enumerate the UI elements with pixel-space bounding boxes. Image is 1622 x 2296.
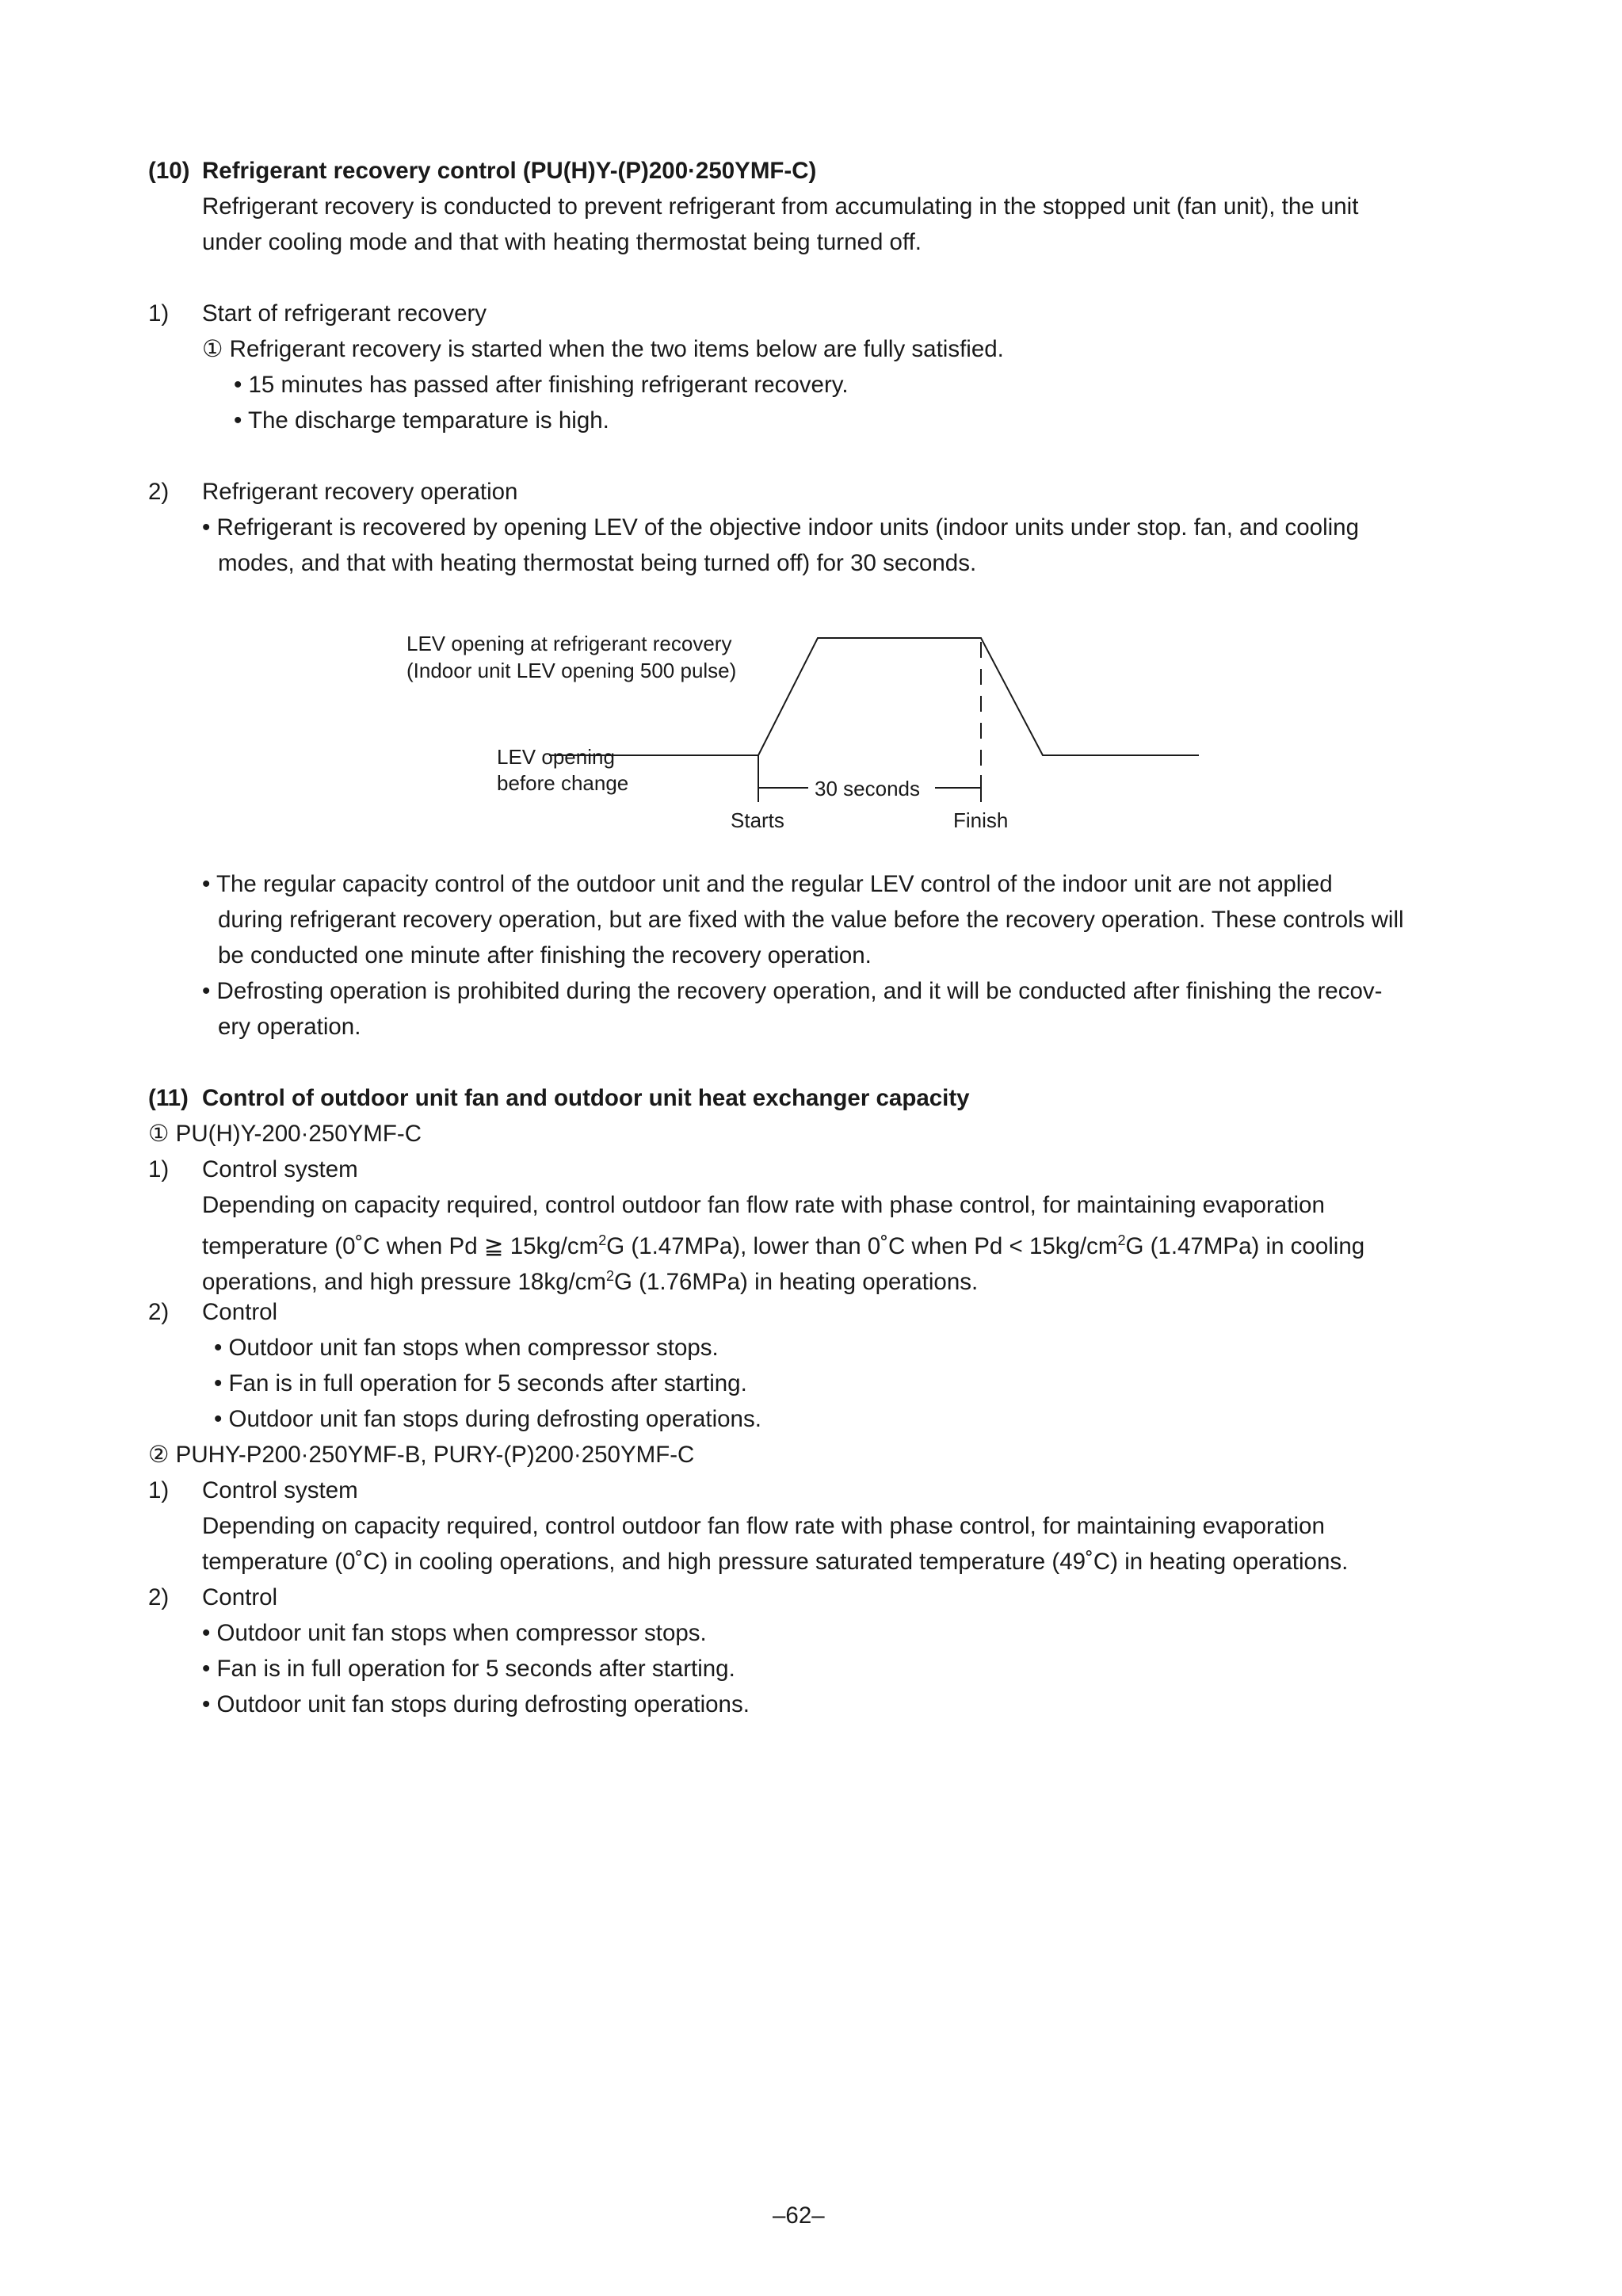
step-1-title: Start of refrigerant recovery bbox=[202, 300, 487, 327]
model-1-text-line-1: Depending on capacity required, control outdoor fan flow rate with phase control, for maintaining evaporation bbox=[202, 1192, 1325, 1218]
model-1-control-system-number: 1) bbox=[148, 1156, 170, 1182]
section-10-number: (10) bbox=[148, 158, 190, 184]
model-1-control-title: Control bbox=[202, 1299, 278, 1325]
diagram-duration-label: 30 seconds bbox=[815, 777, 920, 800]
section-11-title: Control of outdoor unit fan and outdoor unit heat exchanger capacity bbox=[202, 1085, 970, 1111]
step-1-bullet-1: • 15 minutes has passed after finishing refrigerant recovery. bbox=[234, 372, 849, 398]
model-1-text-line-3: operations, and high pressure $18kg/cm^2G$ (1.76MPa) in heating operations. bbox=[202, 1268, 979, 1295]
note-line-1: • The regular capacity control of the outdoor unit and the regular LEV control of the indoor unit are not applied bbox=[202, 871, 1333, 897]
note-line-3: be conducted one minute after finishing the recovery operation. bbox=[218, 942, 872, 968]
note-line-2: during refrigerant recovery operation, but are fixed with the value before the recovery operation. These controls will bbox=[218, 907, 1404, 933]
note-line-4: • Defrosting operation is prohibited during the recovery operation, and it will be conducted after finishing the recov- bbox=[202, 978, 1383, 1004]
step-2-line-1: • Refrigerant is recovered by opening LEV of the objective indoor units (indoor units under stop. fan, and cooling bbox=[202, 514, 1359, 541]
diagram-label-peak-2: (Indoor unit LEV opening 500 pulse) bbox=[406, 659, 737, 682]
model-2-heading: ② PUHY-P200·250YMF-B, PURY-(P)200·250YMF-C bbox=[148, 1442, 695, 1468]
step-2-line-2: modes, and that with heating thermostat being turned off) for 30 seconds. bbox=[218, 550, 977, 576]
step-1-number: 1) bbox=[148, 300, 170, 327]
section-10-intro-line-1: Refrigerant recovery is conducted to prevent refrigerant from accumulating in the stopped unit (fan unit), the unit bbox=[202, 193, 1359, 220]
step-1-bullet-2: • The discharge temparature is high. bbox=[234, 407, 609, 434]
section-11-number: (11) bbox=[148, 1085, 189, 1111]
model-2-bullet-2: • Fan is in full operation for 5 seconds after starting. bbox=[202, 1656, 735, 1682]
diagram-label-peak-1: LEV opening at refrigerant recovery bbox=[406, 632, 732, 655]
model-1-heading: ① PU(H)Y-200·250YMF-C bbox=[148, 1121, 422, 1147]
model-2-text-line-1: Depending on capacity required, control outdoor fan flow rate with phase control, for maintaining evaporation bbox=[202, 1513, 1325, 1539]
model-1-bullet-1: • Outdoor unit fan stops when compressor stops. bbox=[214, 1335, 719, 1361]
model-2-bullet-1: • Outdoor unit fan stops when compressor stops. bbox=[202, 1620, 707, 1646]
model-1-bullet-2: • Fan is in full operation for 5 seconds after starting. bbox=[214, 1370, 747, 1396]
page-number: –62– bbox=[773, 2202, 825, 2229]
step-2-title: Refrigerant recovery operation bbox=[202, 479, 518, 505]
model-1-bullet-3: • Outdoor unit fan stops during defrosting operations. bbox=[214, 1406, 761, 1432]
step-2-number: 2) bbox=[148, 479, 170, 505]
note-line-5: ery operation. bbox=[218, 1014, 361, 1040]
model-2-control-title: Control bbox=[202, 1584, 278, 1610]
model-1-control-system-title: Control system bbox=[202, 1156, 358, 1182]
step-1-condition: ① Refrigerant recovery is started when the two items below are fully satisfied. bbox=[202, 336, 1004, 362]
model-1-control-number: 2) bbox=[148, 1299, 170, 1325]
diagram-start-label: Starts bbox=[731, 808, 784, 832]
diagram-label-base-1: LEV opening bbox=[497, 745, 615, 769]
diagram-finish-label: Finish bbox=[953, 808, 1009, 832]
model-1-text-line-2: temperature (0˚C when Pd ≧ $15kg/cm^2G$ (1.47MPa), lower than 0˚C when $Pd < 15kg/cm^2G$ (1.47MPa) in cooling bbox=[202, 1232, 1365, 1259]
model-2-text-line-2: temperature (0˚C) in cooling operations, and high pressure saturated temperature (49˚C) in heating operations. bbox=[202, 1549, 1349, 1575]
model-2-control-number: 2) bbox=[148, 1584, 170, 1610]
section-10-title: Refrigerant recovery control (PU(H)Y-(P)200·250YMF-C) bbox=[202, 158, 817, 184]
diagram-label-base-2: before change bbox=[497, 771, 629, 795]
model-2-control-system-number: 1) bbox=[148, 1477, 170, 1503]
model-2-bullet-3: • Outdoor unit fan stops during defrosting operations. bbox=[202, 1691, 750, 1717]
section-10-intro-line-2: under cooling mode and that with heating thermostat being turned off. bbox=[202, 229, 922, 255]
model-2-control-system-title: Control system bbox=[202, 1477, 358, 1503]
